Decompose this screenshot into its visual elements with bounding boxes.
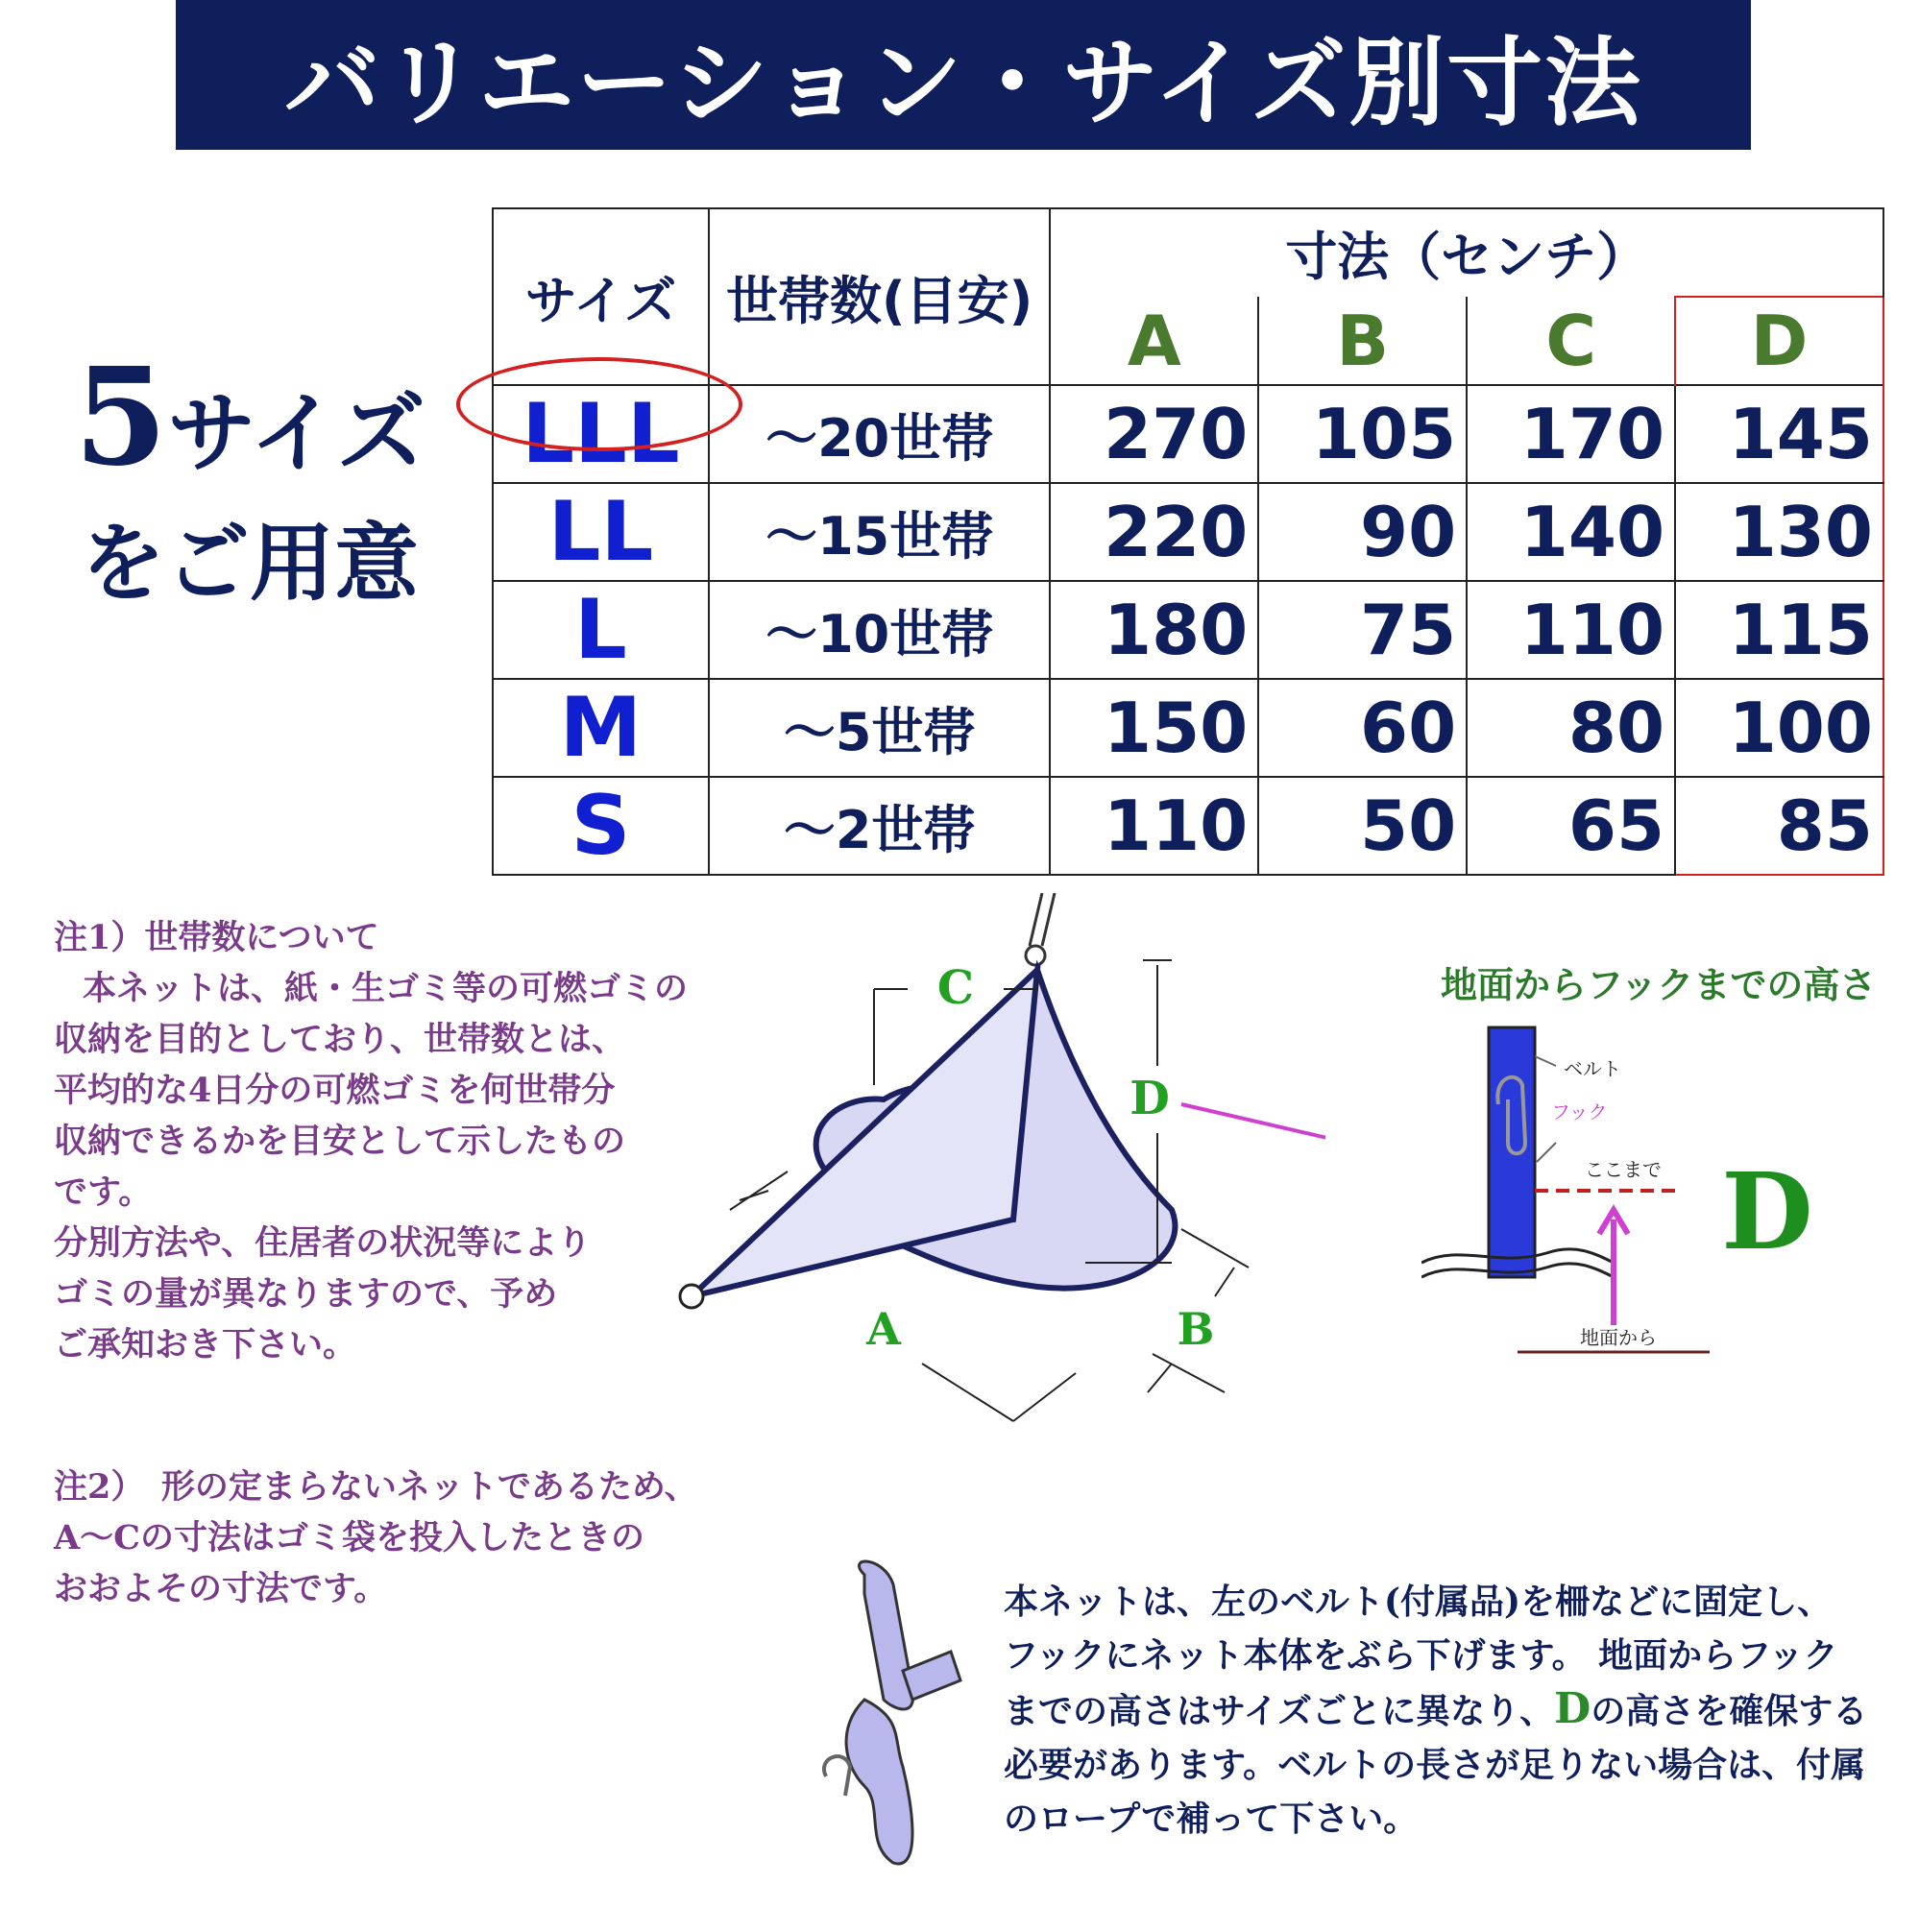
label-a: A [866, 1303, 901, 1355]
a-extension [730, 1171, 788, 1210]
dim-d-cell: 85 [1675, 777, 1883, 875]
dim-d-cell: 115 [1675, 581, 1883, 679]
note-line: 分別方法や、住居者の状況等により [54, 1223, 592, 1263]
note-line: 平均的な4日分の可燃ゴミを何世帯分 [54, 1071, 616, 1110]
belt-pointer [1535, 1056, 1556, 1066]
size-cell: LLL [493, 385, 709, 483]
header-households: 世帯数(目安) [709, 208, 1050, 385]
belt-lower [846, 1700, 912, 1864]
belt-text-line: フックにネット本体をぶら下げます。 地面からフック [1004, 1635, 1838, 1676]
height-diagram-title: 地面からフックまでの高さ [1441, 963, 1877, 1006]
dim-d-cell: 100 [1675, 679, 1883, 777]
header-letter-a: A [1050, 297, 1258, 385]
dim-a-cell: 270 [1050, 385, 1258, 483]
a-arrow [922, 1364, 1076, 1421]
households-cell: ～15世帯 [709, 483, 1050, 581]
belt-text-line: 必要があります。ベルトの長さが足りない場合は、付属 [1004, 1745, 1866, 1785]
note-dimensions [54, 1461, 697, 1614]
size-cell: S [493, 777, 709, 875]
here-pointer [1537, 1143, 1556, 1162]
header-letter-b: B [1258, 297, 1467, 385]
belt-text-part: までの高さはサイズごとに異なり、 [1004, 1691, 1555, 1731]
belt-description [1004, 1575, 1867, 1846]
belt-text-line: 本ネットは、左のベルト(付属品)を柵などに固定し、 [1004, 1582, 1833, 1622]
dim-c-cell: 110 [1467, 581, 1675, 679]
promo-number: 5 [73, 339, 168, 496]
table-row [493, 777, 1883, 875]
up-to-here-label: ここまで [1585, 1158, 1662, 1181]
households-cell: ～5世帯 [709, 679, 1050, 777]
note-line: 収納できるかを目安として示したもの [54, 1122, 626, 1161]
note-line: 注2） 形の定まらないネットであるため、 [54, 1467, 698, 1507]
dim-a-cell: 150 [1050, 679, 1258, 777]
promo-block [58, 339, 442, 630]
header-dimensions: 寸法（センチ） [1050, 208, 1883, 297]
dim-b-cell: 105 [1258, 385, 1467, 483]
size-table [492, 207, 1884, 876]
households-cell: ～10世帯 [709, 581, 1050, 679]
belt-buckle [903, 1652, 960, 1700]
dim-b-cell: 90 [1258, 483, 1467, 581]
label-c: C [936, 961, 975, 1015]
pointer-arrow [1181, 1104, 1325, 1162]
net-diagram [672, 893, 1325, 1440]
header-size: サイズ [493, 208, 709, 385]
dim-c-cell: 80 [1467, 679, 1675, 777]
dim-c-cell: 65 [1467, 777, 1675, 875]
promo-line-1 [58, 339, 442, 496]
dim-b-cell: 60 [1258, 679, 1467, 777]
hanging-cord [1030, 893, 1055, 946]
dim-c-cell: 170 [1467, 385, 1675, 483]
note-line: ゴミの量が異なりますので、予め [54, 1274, 558, 1314]
height-arrow [1599, 1210, 1628, 1325]
dim-a-cell: 220 [1050, 483, 1258, 581]
table-row [493, 679, 1883, 777]
promo-line-2: をご用意 [80, 513, 419, 613]
note-line: おおよその寸法です。 [54, 1569, 388, 1608]
belt-text-line: のロープで補って下さい。 [1004, 1799, 1419, 1839]
table-row [493, 483, 1883, 581]
note-line: 本ネットは、紙・生ゴミ等の可燃ゴミの [83, 969, 689, 1008]
households-cell: ～20世帯 [709, 385, 1050, 483]
dim-c-cell: 140 [1467, 483, 1675, 581]
height-d-label: D [1721, 1149, 1813, 1273]
dim-b-cell: 75 [1258, 581, 1467, 679]
page-title-banner [176, 0, 1751, 150]
table-header-row [493, 208, 1883, 297]
belt-diagram [807, 1556, 980, 1872]
corner-ring [680, 1285, 703, 1308]
households-cell: ～2世帯 [709, 777, 1050, 875]
belt-hook [824, 1756, 850, 1796]
dim-b-cell: 50 [1258, 777, 1467, 875]
page-title: バリエーション・サイズ別寸法 [284, 27, 1642, 139]
note-line: です。 [54, 1172, 153, 1212]
size-cell: M [493, 679, 709, 777]
dim-d-cell: 145 [1675, 385, 1883, 483]
note-line: 収納を目的としており、世帯数とは、 [54, 1020, 626, 1059]
note-households [54, 912, 688, 1370]
size-cell: L [493, 581, 709, 679]
dim-d-cell: 130 [1675, 483, 1883, 581]
label-b: B [1177, 1303, 1215, 1355]
hook-ring [1026, 946, 1045, 965]
size-cell: LL [493, 483, 709, 581]
note-line: 注1）世帯数について [54, 918, 379, 957]
belt-text-line-3 [1004, 1682, 1867, 1738]
note-line: ご承知おき下さい。 [54, 1325, 357, 1364]
highlight-ring [456, 357, 742, 451]
label-d: D [1130, 1072, 1170, 1125]
dim-a-cell: 110 [1050, 777, 1258, 875]
hook-label: フック [1551, 1100, 1608, 1123]
header-letter-d: D [1675, 297, 1883, 385]
promo-line1-text: サイズ [167, 381, 426, 485]
height-diagram [1421, 951, 1863, 1354]
note-line: A～Cの寸法はゴミ袋を投入したときの [54, 1518, 645, 1558]
belt-text-part: の高さを確保する [1591, 1691, 1868, 1731]
dim-a-cell: 180 [1050, 581, 1258, 679]
belt-upper [859, 1561, 912, 1709]
belt-label: ベルト [1564, 1057, 1621, 1080]
belt-text-d: D [1554, 1684, 1591, 1733]
header-letter-c: C [1467, 297, 1675, 385]
from-ground-label: 地面から [1580, 1326, 1657, 1349]
table-row [493, 581, 1883, 679]
